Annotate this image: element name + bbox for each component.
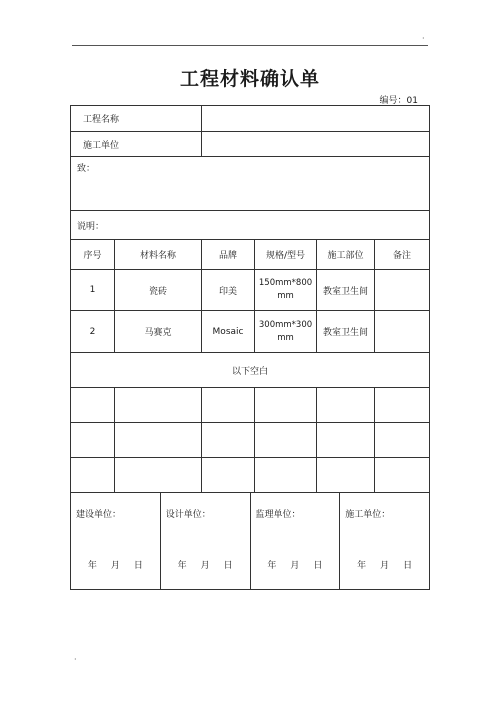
signature-designer[interactable] [161,493,251,589]
empty-cell[interactable] [317,423,375,458]
material-confirmation-form [70,105,430,590]
column-header: 规格/型号 [255,240,317,270]
empty-row [71,458,430,493]
empty-cell[interactable] [115,423,202,458]
notes-section[interactable] [71,211,430,240]
date-month: 月 [200,561,210,571]
date-year: 年 [87,561,97,571]
table-cell: 教室卫生间 [317,311,375,353]
date-day: 日 [403,561,413,571]
signature-label: 施工单位： [345,510,391,520]
table-cell: 瓷砖 [115,270,202,311]
date-year: 年 [177,561,187,571]
table-cell [375,270,430,311]
addressee-section[interactable] [71,157,430,211]
signature-section [71,493,430,590]
date-month: 月 [110,561,120,571]
date-day: 日 [133,561,143,571]
document-number: 编号：01 [379,96,418,106]
signature-date [340,558,429,571]
table-cell: Mosaic [202,311,255,353]
column-header: 品牌 [202,240,255,270]
empty-cell[interactable] [255,388,317,423]
date-year: 年 [267,561,277,571]
table-cell: 马赛克 [115,311,202,353]
signature-date [71,558,160,571]
date-month: 月 [290,561,300,571]
column-header: 施工部位 [317,240,375,270]
empty-cell[interactable] [255,458,317,493]
empty-row [71,388,430,423]
table-cell: 2 [71,311,115,353]
addressee-label: 致： [77,164,96,174]
signature-owner[interactable] [71,493,161,589]
signature-label: 设计单位： [165,510,211,520]
empty-cell[interactable] [71,423,115,458]
date-year: 年 [357,561,367,571]
empty-cell[interactable] [115,388,202,423]
empty-cell[interactable] [202,458,255,493]
table-cell: 教室卫生间 [317,270,375,311]
signature-supervisor[interactable] [251,493,341,589]
empty-cell[interactable] [255,423,317,458]
date-month: 月 [380,561,390,571]
page-title: 工程材料确认单 [179,68,320,90]
date-day: 日 [313,561,323,571]
column-header: 序号 [71,240,115,270]
date-day: 日 [223,561,233,571]
table-cell: 300mm*300mm [255,311,317,353]
empty-cell[interactable] [375,423,430,458]
table-cell: 150mm*800mm [255,270,317,311]
table-row [71,311,430,353]
empty-cell[interactable] [317,388,375,423]
empty-cell[interactable] [71,388,115,423]
column-header-row [71,240,430,270]
column-header: 材料名称 [115,240,202,270]
footer-mark: · [74,655,77,664]
empty-cell[interactable] [202,388,255,423]
empty-cell[interactable] [202,423,255,458]
notes-label: 说明： [77,221,105,232]
header-mark: · [422,34,425,43]
empty-row [71,423,430,458]
table-row [71,270,430,311]
empty-cell[interactable] [71,458,115,493]
empty-cell[interactable] [375,458,430,493]
empty-cell[interactable] [317,458,375,493]
contractor-field[interactable] [202,132,430,157]
table-cell [375,311,430,353]
header-rule [72,45,428,46]
contractor-label: 施工单位 [71,132,202,157]
project-name-field[interactable] [202,106,430,132]
signature-date [251,558,340,571]
signature-date [161,558,250,571]
blank-below-note: 以下空白 [71,353,430,388]
project-name-label: 工程名称 [71,106,202,132]
signature-label: 建设单位： [76,510,122,520]
column-header: 备注 [375,240,430,270]
empty-cell[interactable] [115,458,202,493]
empty-cell[interactable] [375,388,430,423]
table-cell: 1 [71,270,115,311]
signature-contractor[interactable] [340,493,429,589]
signature-label: 监理单位： [255,510,301,520]
table-cell: 印美 [202,270,255,311]
